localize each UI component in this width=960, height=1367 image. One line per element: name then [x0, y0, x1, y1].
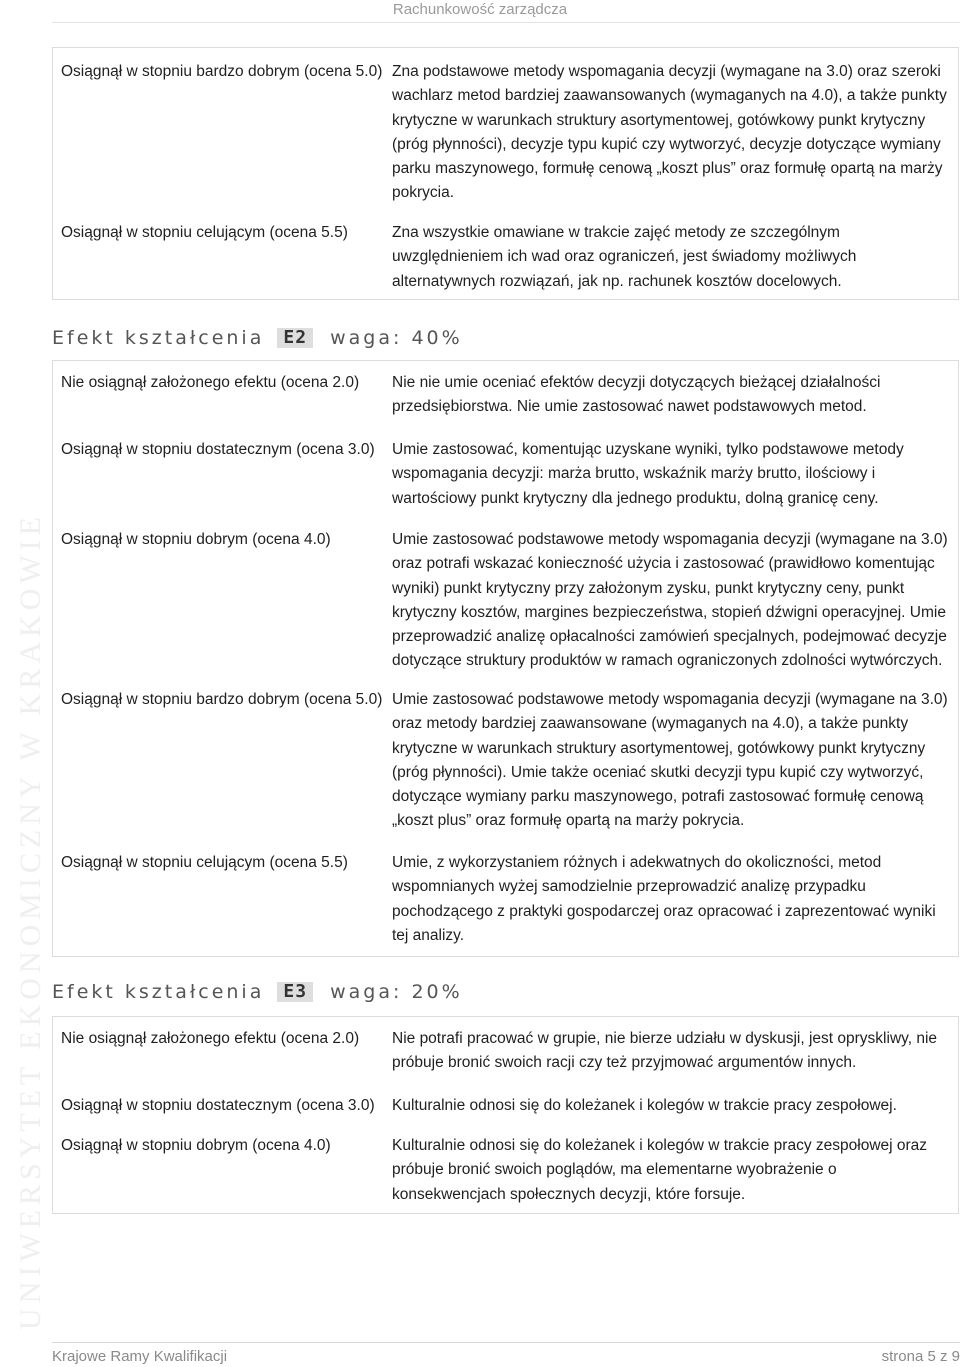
grade-description: Kulturalnie odnosi się do koleżanek i kolegów w trakcie pracy zespołowej oraz próbuje bronić swoich poglądów, ma elementarne wyobrażenie o konsekwencjach społecznych decyzji, które forsuje. — [392, 1137, 928, 1203]
outcome-weight: waga: 40% — [330, 327, 463, 349]
grade-description: Nie nie umie oceniać efektów decyzji dotyczących bieżącej działalności przedsiębiorstwa. Nie umie zastosować nawet podstawowych metod. — [392, 374, 881, 416]
outcome-prefix: Efekt kształcenia — [52, 327, 265, 349]
grade-label: Osiągnął w stopniu dostatecznym (ocena 3.0) — [61, 1097, 375, 1114]
grading-table-e2 — [52, 360, 959, 957]
grade-description: Umie, z wykorzystaniem różnych i adekwatnych do okoliczności, metod wspomnianych wyżej samodzielnie przeprowadzić analizę przypadku pochodzącego z praktyki gospodarczej oraz opracować i zaprezentować wyniki tej analizy. — [392, 854, 936, 944]
outcome-weight: waga: 20% — [330, 981, 463, 1003]
header-divider — [52, 22, 960, 23]
page-number: strona 5 z 9 — [881, 1348, 960, 1365]
learning-outcome-heading-e3 — [52, 978, 463, 1006]
outcome-code: E2 — [277, 328, 313, 348]
grading-table-e1 — [52, 47, 959, 300]
grade-label: Nie osiągnął założonego efektu (ocena 2.0) — [61, 374, 360, 391]
grade-label: Osiągnął w stopniu dobrym (ocena 4.0) — [61, 1137, 331, 1154]
footer-source: Krajowe Ramy Kwalifikacji — [52, 1348, 228, 1365]
grade-label: Osiągnął w stopniu bardzo dobrym (ocena 5.0) — [61, 691, 383, 708]
grade-label: Osiągnął w stopniu dostatecznym (ocena 3.0) — [61, 441, 375, 458]
grade-label: Osiągnął w stopniu celującym (ocena 5.5) — [61, 224, 348, 241]
grade-label: Osiągnął w stopniu celującym (ocena 5.5) — [61, 854, 348, 871]
grade-label: Osiągnął w stopniu bardzo dobrym (ocena 5.0) — [61, 63, 383, 80]
grade-description: Umie zastosować podstawowe metody wspomagania decyzji (wymagane na 3.0) oraz potrafi wskazać konieczność użycia i zastosować (prawidłowo komentując wyniki) punkt krytyczny przy założonym zysku, punkt krytyczny ceny, punkt krytyczny kosztów, margines bezpieczeństwa, stopień dźwigni operacyjnej. Umie przeprowadzić analizę opłacalności zamówień specjalnych, podejmować decyzje dotyczące struktury produktów w ramach ograniczonych zdolności wytwórczych. — [392, 531, 948, 670]
grade-label: Osiągnął w stopniu dobrym (ocena 4.0) — [61, 531, 331, 548]
university-watermark: UNIWERSYTET EKONOMICZNY W KRAKOWIE — [14, 512, 47, 1330]
grade-description: Umie zastosować podstawowe metody wspomagania decyzji (wymagane na 3.0) oraz metody bardziej zaawansowane (wymaganych na 4.0), a także punkty krytyczne w warunkach struktury asortymentowej, gotówkowy punkt krytyczny (próg płynności). Umie także oceniać skutki decyzji typu kupić czy wytworzyć, dotyczące wymiany parku maszynowego, potrafi zastosować formułę cenową „koszt plus” oraz formułę opartą na marży pokrycia. — [392, 691, 948, 830]
outcome-code: E3 — [277, 982, 313, 1002]
grade-description: Nie potrafi pracować w grupie, nie bierze udziału w dyskusji, jest opryskliwy, nie próbuje bronić swoich racji czy też przyjmować argumentów innych. — [392, 1030, 938, 1072]
footer-divider — [52, 1342, 960, 1343]
grading-table-e3 — [52, 1016, 959, 1214]
grade-description: Zna podstawowe metody wspomagania decyzji (wymagane na 3.0) oraz szeroki wachlarz metod bardziej zaawansowanych (wymaganych na 4.0), a także punkty krytyczne w warunkach struktury asortymentowej, gotówkowy punkt krytyczny (próg płynności), decyzje typu kupić czy wytworzyć, decyzje dotyczące wymiany parku maszynowego, formułę cenową „koszt plus” oraz formułę opartą na marży pokrycia. — [392, 63, 947, 202]
outcome-prefix: Efekt kształcenia — [52, 981, 265, 1003]
learning-outcome-heading-e2 — [52, 324, 463, 352]
grade-description: Umie zastosować, komentując uzyskane wyniki, tylko podstawowe metody wspomagania decyzji: marża brutto, wskaźnik marży brutto, ilościowy i wartościowy punkt krytyczny dla jednego produktu, dolną granicę ceny. — [392, 441, 904, 507]
page-header-title: Rachunkowość zarządcza — [392, 1, 568, 18]
grade-description: Kulturalnie odnosi się do koleżanek i kolegów w trakcie pracy zespołowej. — [392, 1097, 897, 1114]
grade-label: Nie osiągnął założonego efektu (ocena 2.0) — [61, 1030, 360, 1047]
grade-description: Zna wszystkie omawiane w trakcie zajęć metody ze szczególnym uwzględnieniem ich wad oraz ograniczeń, jest świadomy możliwych alternatywnych rozwiązań, jak np. rachunek kosztów docelowych. — [392, 224, 857, 290]
